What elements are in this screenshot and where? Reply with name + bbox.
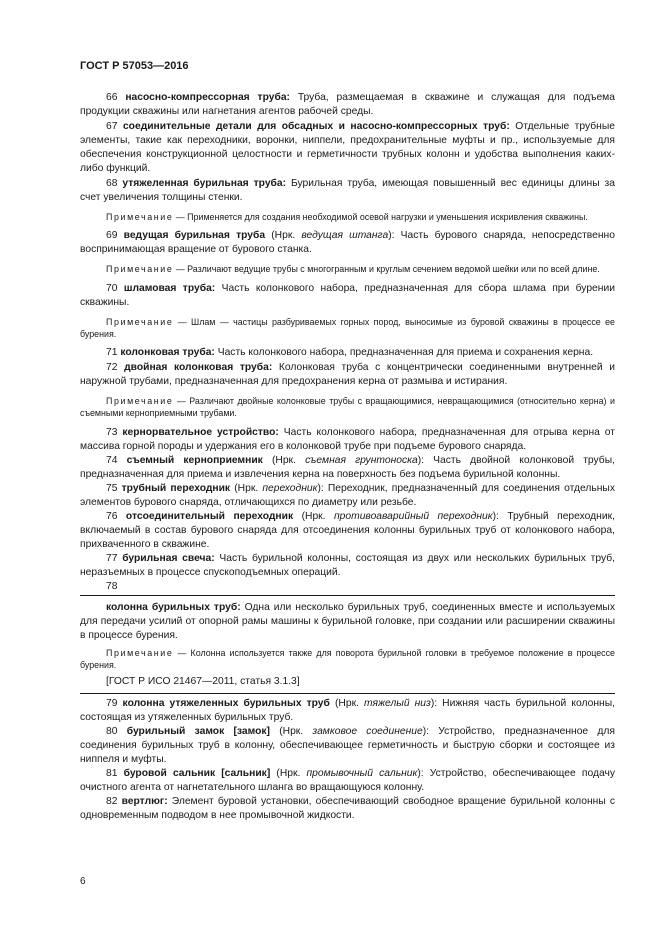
- term-entry-72: 72 двойная колонковая труба: Колонковая труба с концентрически соединенными внутренней и наружной трубами, предназначенная для предохранения керна от размыва и истирания.: [80, 362, 615, 388]
- term-entry-66: 66 насосно-компрессорная труба: Труба, размещаемая в скважине и служащая для подъема продукции скважины или нагнетания агентов рабочей среды.: [80, 92, 615, 117]
- term-entry-81: 81 буровой сальник [сальник] (Нрк. промывочный сальник): Устройство, обеспечивающее подачу очистного агента от нагнетательного шланга во вращающуюся колонну.: [80, 768, 615, 794]
- term-entry-74: 74 съемный керноприемник (Нрк. съемная грунтоноска): Часть двойной колонковой трубы, предназначенная для приема и извлечения керна на поверхность без подъема бурильной колонны.: [80, 454, 615, 480]
- document-code: ГОСТ Р 57053—2016: [80, 60, 189, 72]
- boxed-term-78: [80, 595, 615, 695]
- term-entry-69: 69 ведущая бурильная труба (Нрк. ведущая штанга): Часть бурового снаряда, непосредственно воспринимающая вращение от бурового станка.: [80, 230, 615, 256]
- term-entry-71: 71 колонковая труба: Часть колонкового набора, предназначенная для приема и сохранения керна.: [106, 347, 594, 359]
- term-entry-70: 70 шламовая труба: Часть колонкового набора, предназначенная для сбора шлама при бурении скважины.: [80, 282, 615, 308]
- term-number-78: 78: [106, 580, 118, 592]
- term-entry-79: 79 колонна утяжеленных бурильных труб (Нрк. тяжелый низ): Нижняя часть бурильной колонны, состоящая из утяжеленных бурильных труб.: [80, 698, 615, 724]
- note-72: Примечание — Различают двойные колонковые трубы с вращающимися, невращающимися (относительно керна) и съемными кернoприемными трубами.: [80, 396, 615, 419]
- term-entry-77: 77 бурильная свеча: Часть бурильной колонны, состоящая из двух или нескольких бурильных труб, неразъемных в процессе спускоподъемных операций.: [80, 552, 615, 578]
- term-entry-68: 68 утяжеленная бурильная труба: Бурильная труба, имеющая повышенный вес единицы длины за счет увеличения толщины стенки.: [80, 178, 615, 203]
- page-number: 6: [80, 876, 86, 887]
- term-entry-80: 80 бурильный замок [замок] (Нрк. замковое соединение): Устройство, предназначенное для соединения бурильных труб в колонну, обеспечивающее герметичность и быструю сборки и состоящее из ниппеля и муфты.: [80, 726, 615, 766]
- note-70: Примечание — Шлам — частицы разбуриваемых горных пород, выносимые из буровой скважины в процессе ее бурения.: [80, 316, 615, 339]
- term-entry-76: 76 отсоединительный переходник (Нрк. противоаварийный переходник): Трубный переходник, включаемый в состав бурового снаряда для отсоединения колонны бурильных труб от колонкового набора, прихваченного в скважине.: [80, 510, 615, 550]
- term-entry-73: 73 кернорвательное устройство: Часть колонкового набора, предназначенная для отрыва керна от массива горной породы и удержания его в колонковой трубе при подъеме бурового снаряда.: [80, 426, 615, 452]
- document-body: [80, 91, 615, 823]
- source-reference: [ГОСТ Р ИСО 21467—2011, статья 3.1.3]: [106, 676, 300, 688]
- term-entry-67: 67 соединительные детали для обсадных и насосно-компрессорных труб: Отдельные трубные элементы, такие как переходники, воронки, ниппели, предохранительные муфты и пр., используемые для обеспечения конструкционной целостности и герметичности трубных колонн и удобства выполнения каких-либо функций.: [80, 121, 615, 174]
- term-entry-75: 75 трубный переходник (Нрк. переходник): Переходник, предназначенный для соединения отдельных элементов бурового снаряда, отличающихся по диаметру или резьбе.: [80, 482, 615, 508]
- term-entry-82: 82 вертлюг: Элемент буровой установки, обеспечивающий свободное вращение бурильной колонны с одновременным подводом в нее промывочной жидкости.: [80, 796, 615, 822]
- note-68: Примечание — Применяется для создания необходимой осевой нагрузки и уменьшения искривления скважины.: [106, 212, 588, 222]
- term-entry-78: колонна бурильных труб: Одна или несколько бурильных труб, соединенных вместе и используемых для передачи усилий от опорной рамы машины к бурильной головке, при создании или расширении скважины в процессе бурения.: [80, 601, 615, 641]
- note-78: Примечание — Колонна используется также для поворота бурильной головки в требуемое положение в процессе бурения.: [80, 647, 615, 671]
- note-69: Примечание — Различают ведущие трубы с многогранным и круглым сечением ведомой шейки или по всей длине.: [106, 264, 600, 275]
